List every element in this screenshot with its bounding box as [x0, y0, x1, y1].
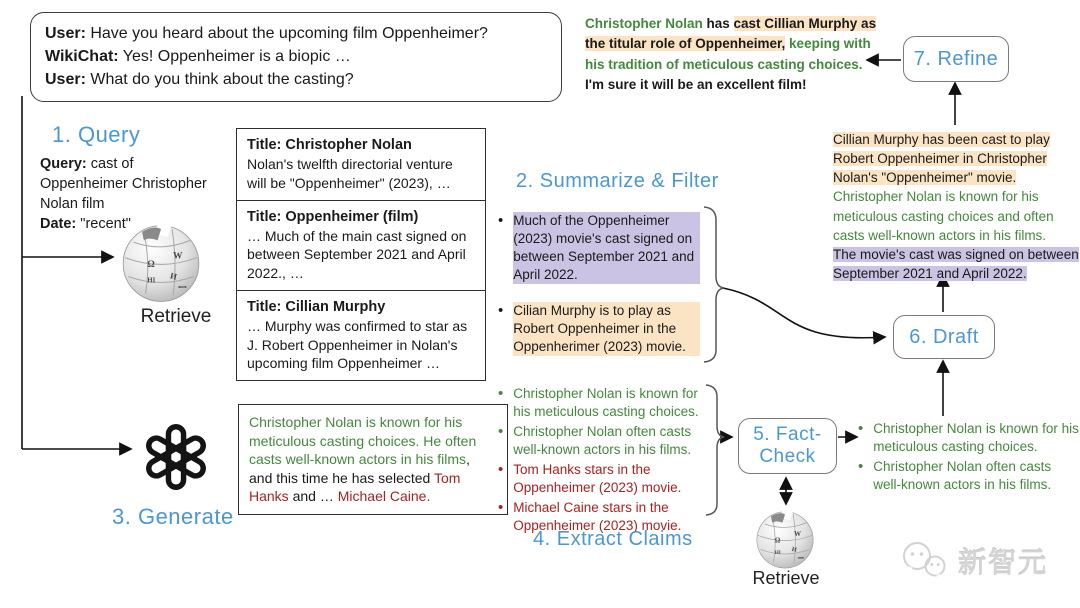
bullet-item: • Much of the Oppenheimer (2023) movie's cast signed on between September 2021 and April 2022.: [498, 212, 700, 284]
wikipedia-globe-icon-2: [753, 506, 817, 570]
watermark-text: 新智元: [958, 547, 1049, 578]
text-line: User: What do you think about the casting?: [45, 71, 354, 89]
retrieve-label-1: Retrieve: [140, 306, 212, 327]
step-draft-box: [893, 315, 995, 359]
retrieved-passages-box: [236, 128, 486, 381]
text-line: User: Have you heard about the upcoming film Oppenheimer?: [45, 25, 488, 42]
step-factcheck-label: 5. Fact-Check: [753, 424, 822, 467]
step-draft-label: 6. Draft: [909, 325, 979, 348]
extracted-claims-bullets: [498, 385, 710, 535]
curve-summarize-to-draft: [723, 288, 884, 338]
conversation-bubble: [30, 12, 562, 102]
step-refine-box: [903, 36, 1009, 82]
step-summarize-label: 2. Summarize & Filter: [516, 170, 719, 192]
retrieve-label-2: Retrieve: [752, 568, 820, 588]
step-extract-label: 4. Extract Claims: [533, 528, 693, 550]
draft-response-text: Cillian Murphy has been cast to play Robert Oppenheimer in Christopher Nolan's "Oppenheimer" movie. Christopher Nolan is known for his meticulous casting choices and often casts well-known actors in his films. The movie's cast was signed on between September 2021 and April 2022.: [833, 132, 1079, 282]
step-factcheck-box: [738, 418, 837, 474]
bullet-item: • Christopher Nolan is known for his meticulous casting choices.: [858, 420, 1080, 456]
text-line: WikiChat: Yes! Oppenheimer is a biopic …: [45, 48, 351, 66]
wikipedia-globe-icon: [118, 218, 204, 304]
openai-logo-icon: [139, 420, 213, 494]
wechat-bubbles-icon: [898, 539, 950, 583]
bullet-item: • Christopher Nolan is known for his meticulous casting choices.: [498, 385, 710, 421]
text-line: Date: "recent": [40, 216, 131, 232]
passage-section: Title: Cillian Murphy … Murphy was confirmed to star as J. Robert Oppenheimer in Nolan's upcoming film Oppenheimer …: [237, 290, 485, 380]
watermark: [898, 530, 1080, 592]
step-refine-label: 7. Refine: [913, 47, 999, 70]
generated-text-box: Christopher Nolan is known for his meticulous casting choices. He often casts well-known actors in his films, and this time he has selected Tom Hanks and … Michael Caine.: [238, 404, 508, 515]
bullet-item: • Christopher Nolan often casts well-known actors in his films.: [498, 423, 710, 459]
summarized-bullets: [498, 212, 700, 356]
text-line: Query: cast of Oppenheimer Christopher Nolan film: [40, 156, 207, 212]
passage-section: Title: Christopher Nolan Nolan's twelfth directorial venture will be "Oppenheimer" (2023), …: [247, 137, 453, 191]
bullet-item: • Michael Caine stars in the Oppenheimer (2023) movie.: [498, 499, 710, 535]
bullet-item: • Christopher Nolan often casts well-known actors in his films.: [858, 458, 1080, 494]
passage-section: Title: Oppenheimer (film) … Much of the main cast signed on between September 2021 and April 2022., …: [237, 200, 485, 290]
step-query-label: 1. Query: [52, 122, 141, 147]
bullet-item: • Tom Hanks stars in the Oppenheimer (2023) movie.: [498, 461, 710, 497]
brace-summarize: [704, 207, 724, 362]
verified-claims-bullets: [858, 420, 1080, 494]
bullet-item: • Cilian Murphy is to play as Robert Oppenheimer in the Oppenherimer (2023) movie.: [498, 302, 700, 356]
step-generate-label: 3. Generate: [112, 504, 234, 529]
final-response-text: Christopher Nolan has cast Cillian Murphy as the titular role of Oppenheimer, keeping with his tradition of meticulous casting choices. I'm sure it will be an excellent film!: [585, 16, 877, 92]
